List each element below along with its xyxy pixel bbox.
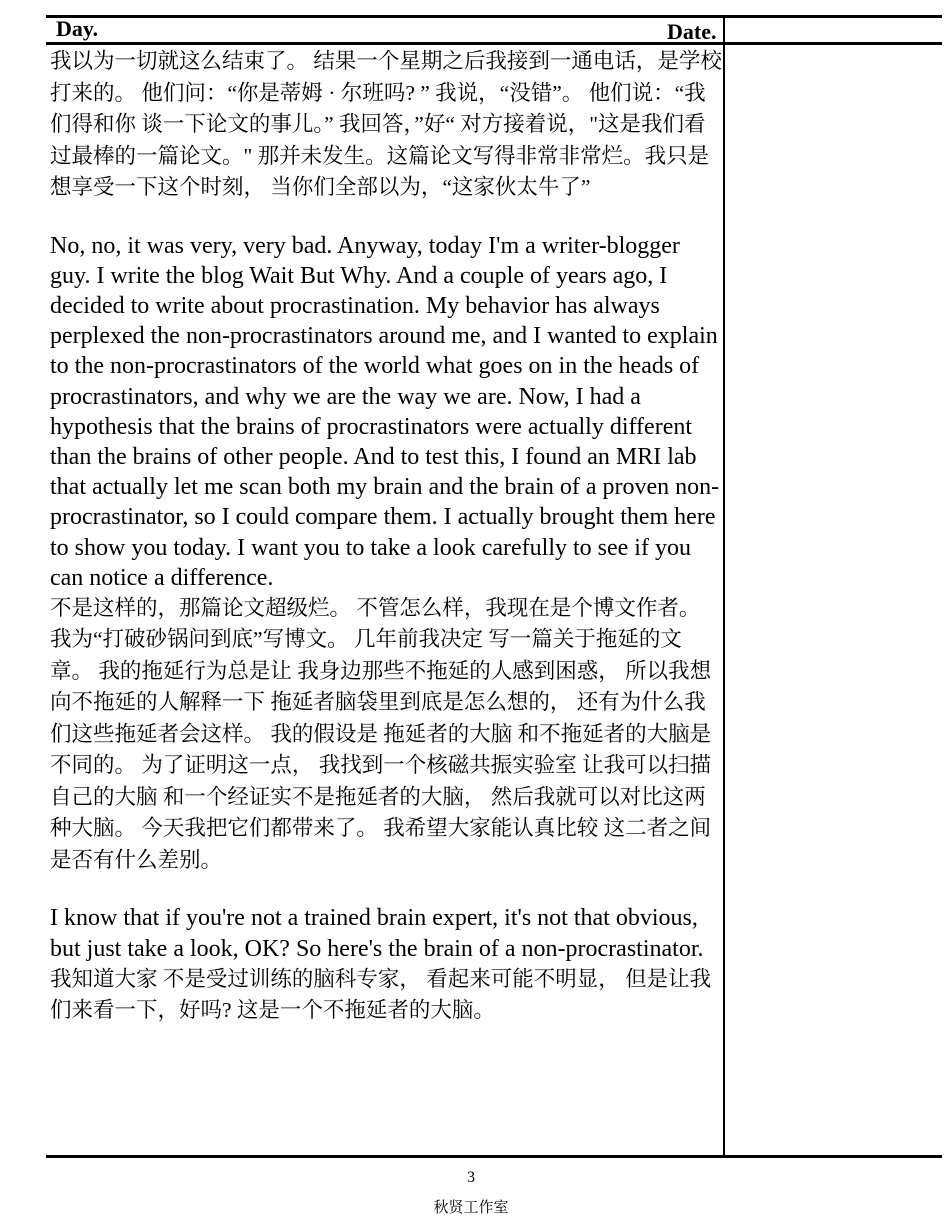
bottom-rule bbox=[46, 1155, 942, 1158]
header-rule bbox=[46, 42, 942, 45]
paragraph-en-2: I know that if you're not a trained brain expert, it's not that obvious, but just take a look, OK? So here's the brain of a non-procrastinator. bbox=[50, 905, 704, 962]
page-body bbox=[50, 46, 724, 1027]
date-label: Date. bbox=[667, 19, 717, 44]
paragraph-gap bbox=[50, 876, 724, 903]
paragraph-zh-1: 我以为一切就这么结束了。 结果一个星期之后我接到一通电话，是学校打来的。 他们问：“你是蒂姆 · 尔班吗? ” 我说，“没错”。 他们说：“我们得和你 谈一下论文的事儿。” 我回答，”好“ 对方接着说，"这是我们看过最棒的一篇论文。" 那并未发生。这篇论文写得非常非常烂。我只是想享受一下这个时刻， 当你们全部以为，“这家伙太牛了” bbox=[50, 49, 722, 199]
day-label: Day. bbox=[56, 16, 99, 41]
paragraph-en-1: No, no, it was very, very bad. Anyway, today I'm a writer-blogger guy. I write the blog Wait But Why. And a couple of years ago, I decided to write about procrastination. My behavior has always perplexed the non-procrastinators around me, and I wanted to explain to the non-procrastinators of the world what goes on in the heads of procrastinators, and why we are the way we are. Now, I had a hypothesis that the brains of procrastinators were actually different than the brains of other people. And to test this, I found an MRI lab that actually let me scan both my brain and the brain of a proven non-procrastinator, so I could compare them. I actually brought them here to show you today. I want you to take a look carefully to see if you can notice a difference. bbox=[50, 232, 720, 591]
studio-name: 秋贤工作室 bbox=[433, 1200, 509, 1216]
top-rule bbox=[46, 15, 942, 18]
paragraph-zh-3: 我知道大家 不是受过训练的脑科专家， 看起来可能不明显， 但是让我们来看一下，好吗? 这是一个不拖延者的大脑。 bbox=[50, 966, 712, 1023]
page-number: 3 bbox=[467, 1169, 475, 1186]
paragraph-zh-2: 不是这样的，那篇论文超级烂。 不管怎么样，我现在是个博文作者。 我为“打破砂锅问到底”写博文。 几年前我决定 写一篇关于拖延的文章。 我的拖延行为总是让 我身边那些不拖延的人感到困惑， 所以我想向不拖延的人解释一下 拖延者脑袋里到底是怎么想的， 还有为什么我们这些拖延者会这样。 我的假设是 拖延者的大脑 和不拖延者的大脑是不同的。 为了证明这一点， 我找到一个核磁共振实验室 让我可以扫描自己的大脑 和一个经证实不是拖延者的大脑， 然后我就可以对比这两种大脑。 今天我把它们都带来了。 我希望大家能认真比较 这二者之间是否有什么差别。 bbox=[50, 595, 712, 872]
paragraph-gap bbox=[50, 204, 724, 231]
